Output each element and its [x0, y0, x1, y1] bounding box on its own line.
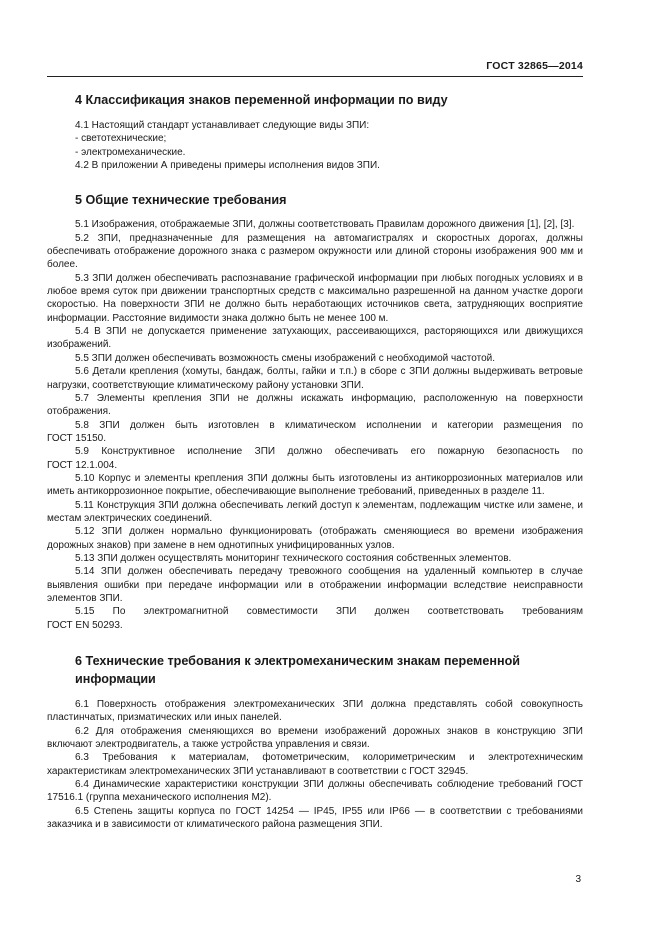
paragraph-5-2: 5.2 ЗПИ, предназначенные для размещения на автомагистралях и скоростных дорогах, должны обеспечивать отображение дорожного знака с размером окружности или длиной стороны изображения 900 мм и более. — [47, 232, 583, 271]
paragraph-5-11: 5.11 Конструкция ЗПИ должна обеспечивать легкий доступ к элементам, подлежащим чистке или замене, и местам электрических соединений. — [47, 499, 583, 524]
document-body — [47, 88, 583, 831]
paragraph-5-9-line2: ГОСТ 12.1.004. — [47, 459, 118, 471]
paragraph-5-12: 5.12 ЗПИ должен нормально функционировать (отображать сменяющиеся во времени изображения дорожных знаков) при замене в нем однотипных унифицированных узлов. — [47, 526, 583, 551]
paragraph-5-3: 5.3 ЗПИ должен обеспечивать распознавание графической информации при любых погодных условиях и в любое время суток при движении транспортных средств с максимально разрешенной на данном участке дороги скоростью. На поверхности ЗПИ не должно быть неработающих источников света, затрудняющих восприятие информации. Расстояние видимости знака должно быть не менее 100 м. — [47, 272, 583, 324]
standard-code-header: ГОСТ 32865—2014 — [486, 60, 583, 72]
paragraph-5-6: 5.6 Детали крепления (хомуты, бандаж, болты, гайки и т.п.) в сборе с ЗПИ должны выдерживать ветровые нагрузки, соответствующие климатическому району установки ЗПИ. — [47, 366, 583, 391]
paragraph-5-15-line2: ГОСТ EN 50293. — [47, 619, 123, 631]
paragraph-5-1: 5.1 Изображения, отображаемые ЗПИ, должны соответствовать Правилам дорожного движения [1], [2], [3]. — [75, 219, 575, 231]
paragraph-6-3: 6.3 Требования к материалам, фотометрическим, колориметрическим и электротехническим характеристикам электромеханических ЗПИ устанавливают в соответствии с ГОСТ 32945. — [47, 752, 583, 777]
paragraph-5-4: 5.4 В ЗПИ не допускается применение затухающих, рассеивающихся, расторяющихся или движущихся изображений. — [47, 326, 583, 351]
paragraph-6-1: 6.1 Поверхность отображения электромеханических ЗПИ должна представлять собой совокупность пластинчатых, призматических или иных панелей. — [47, 699, 583, 724]
section-6-heading: 6 Технические требования к электромеханическим знакам переменной информации — [75, 654, 521, 687]
paragraph-6-4: 6.4 Динамические характеристики конструкции ЗПИ должны обеспечивать соблюдение требований ГОСТ 17516.1 (группа механического исполнения М2). — [47, 779, 583, 804]
paragraph-6-2: 6.2 Для отображения сменяющихся во времени изображений дорожных знаков в конструкцию ЗПИ включают электродвигатель, а также устройства управления и связи. — [47, 725, 583, 751]
paragraph-5-7: 5.7 Элементы крепления ЗПИ не должны искажать информацию, расположенную на поверхности отображения. — [47, 392, 583, 418]
paragraph-4-2: 4.2 В приложении А приведены примеры исполнения видов ЗПИ. — [75, 160, 380, 172]
header-rule — [47, 76, 583, 77]
paragraph-4-1: 4.1 Настоящий стандарт устанавливает следующие виды ЗПИ: — [75, 120, 370, 131]
paragraph-5-10: 5.10 Корпус и элементы крепления ЗПИ должны быть изготовлены из антикоррозионных материалов или иметь антикоррозионное покрытие, обеспечивающие выполнение требований, приведенных в разделе 11. — [47, 472, 583, 498]
paragraph-5-13: 5.13 ЗПИ должен осуществлять мониторинг технического состояния собственных элементов. — [75, 552, 512, 564]
paragraph-5-15-line1: 5.15 По электромагнитной совместимости ЗПИ должен соответствовать требованиям — [75, 606, 583, 618]
paragraph-5-8-line1: 5.8 ЗПИ должен быть изготовлен в климатическом исполнении и категории размещения по — [75, 419, 583, 431]
section-5-heading: 5 Общие технические требования — [75, 193, 287, 208]
list-item-electromechanical: - электромеханические. — [75, 146, 186, 158]
section-4-heading: 4 Классификация знаков переменной информации по виду — [75, 93, 448, 107]
paragraph-6-5: 6.5 Степень защиты корпуса по ГОСТ 14254 — IP45, IP55 или IP66 — в соответствии с требованиями заказчика и в зависимости от климатического района размещения ЗПИ. — [47, 805, 583, 831]
paragraph-5-9-line1: 5.9 Конструктивное исполнение ЗПИ должно обеспечивать его пожарную безопасность по — [75, 446, 583, 458]
paragraph-5-5: 5.5 ЗПИ должен обеспечивать возможность смены изображений с необходимой частотой. — [75, 352, 495, 364]
paragraph-5-8-line2: ГОСТ 15150. — [47, 432, 106, 444]
list-item-light: - светотехнические; — [75, 133, 167, 145]
paragraph-5-14: 5.14 ЗПИ должен обеспечивать передачу тревожного сообщения на удаленный компьютер в случае выявления ошибки при передаче информации или в отображении информации вследствие неисправности элементов ЗПИ. — [47, 566, 583, 604]
page-number: 3 — [575, 874, 581, 885]
